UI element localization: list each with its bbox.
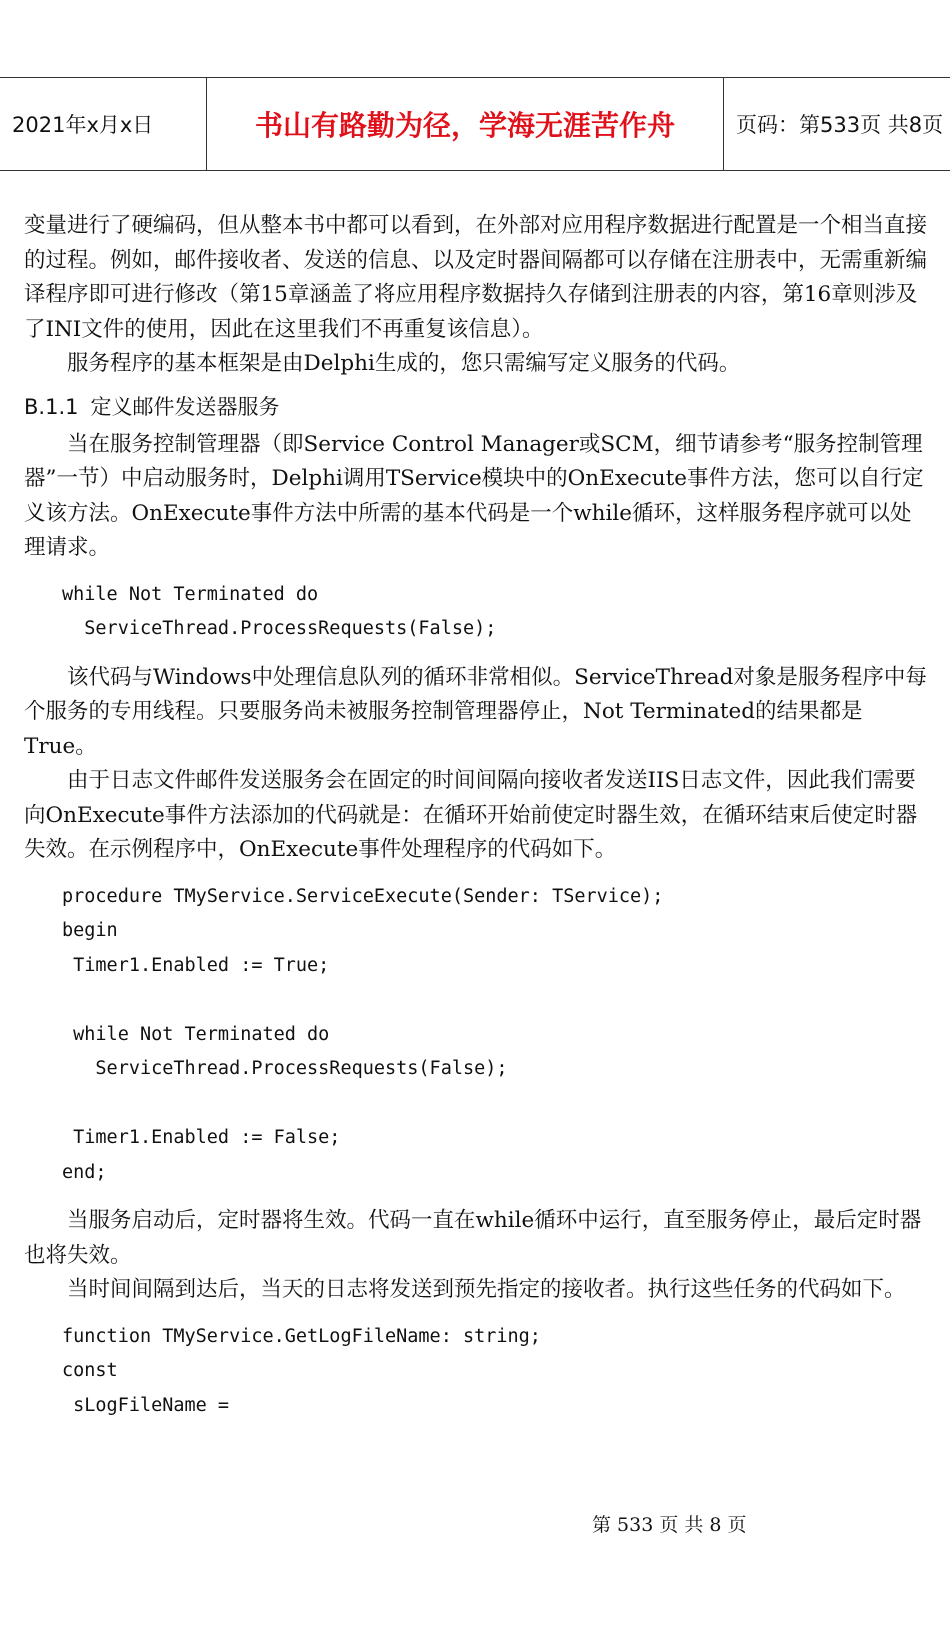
paragraph-hardcoding: 变量进行了硬编码，但从整本书中都可以看到，在外部对应用程序数据进行配置是一个相当直接的过程。例如，邮件接收者、发送的信息、以及定时器间隔都可以存储在注册表中，无需重新编译程序即可进行修改（第15章涵盖了将应用程序数据持久存储到注册表的内容，第16章则涉及了INI文件的使用，因此在这里我们不再重复该信息）。 (24, 213, 928, 342)
section-title: 定义邮件发送器服务 (90, 394, 280, 419)
paragraph-timer: 由于日志文件邮件发送服务会在固定的时间间隔向接收者发送IIS日志文件，因此我们需要向OnExecute事件方法添加的代码就是：在循环开始前使定时器生效，在循环结束后使定时器失效。在示例程序中，OnExecute事件处理程序的代码如下。 (24, 768, 918, 862)
document-body (24, 209, 930, 1437)
header-motto: 书山有路勤为径，学海无涯苦作舟 (207, 78, 724, 170)
code-block-loop: while Not Terminated do ServiceThread.ProcessRequests(False); (62, 583, 497, 639)
paragraph-servicethread: 该代码与Windows中处理信息队列的循环非常相似。ServiceThread对象是服务程序中每个服务的专用线程。只要服务尚未被服务控制管理器停止，Not Terminated的结果都是True。 (24, 664, 927, 759)
paragraph-framework: 服务程序的基本框架是由Delphi生成的，您只需编写定义服务的代码。 (67, 351, 741, 376)
section-heading (24, 392, 930, 422)
code-block-service-execute: procedure TMyService.ServiceExecute(Sender: TService); begin Timer1.Enabled := True; while Not Terminated do ServiceThread.ProcessRequests(False); Timer1.Enabled := False; end; (62, 885, 664, 1183)
page-header (0, 77, 950, 171)
page-footer: 第 533 页 共 8 页 (592, 1514, 747, 1536)
paragraph-service-start: 当服务启动后，定时器将生效。代码一直在while循环中运行，直至服务停止，最后定时器也将失效。 (24, 1208, 922, 1268)
section-number: B.1.1 (24, 394, 79, 419)
header-date: 2021年x月x日 (0, 78, 207, 170)
paragraph-interval: 当时间间隔到达后，当天的日志将发送到预先指定的接收者。执行这些任务的代码如下。 (67, 1277, 906, 1302)
paragraph-onexecute: 当在服务控制管理器（即Service Control Manager或SCM，细节请参考“服务控制管理器”一节）中启动服务时，Delphi调用TService模块中的OnExecute事件方法，您可以自行定义该方法。OnExecute事件方法中所需的基本代码是一个while循环，这样服务程序就可以处理请求。 (24, 431, 924, 560)
code-block-getlogfilename: function TMyService.GetLogFileName: string; const sLogFileName = (62, 1325, 541, 1416)
header-page-info: 页码：第533页 共8页 (736, 113, 944, 137)
